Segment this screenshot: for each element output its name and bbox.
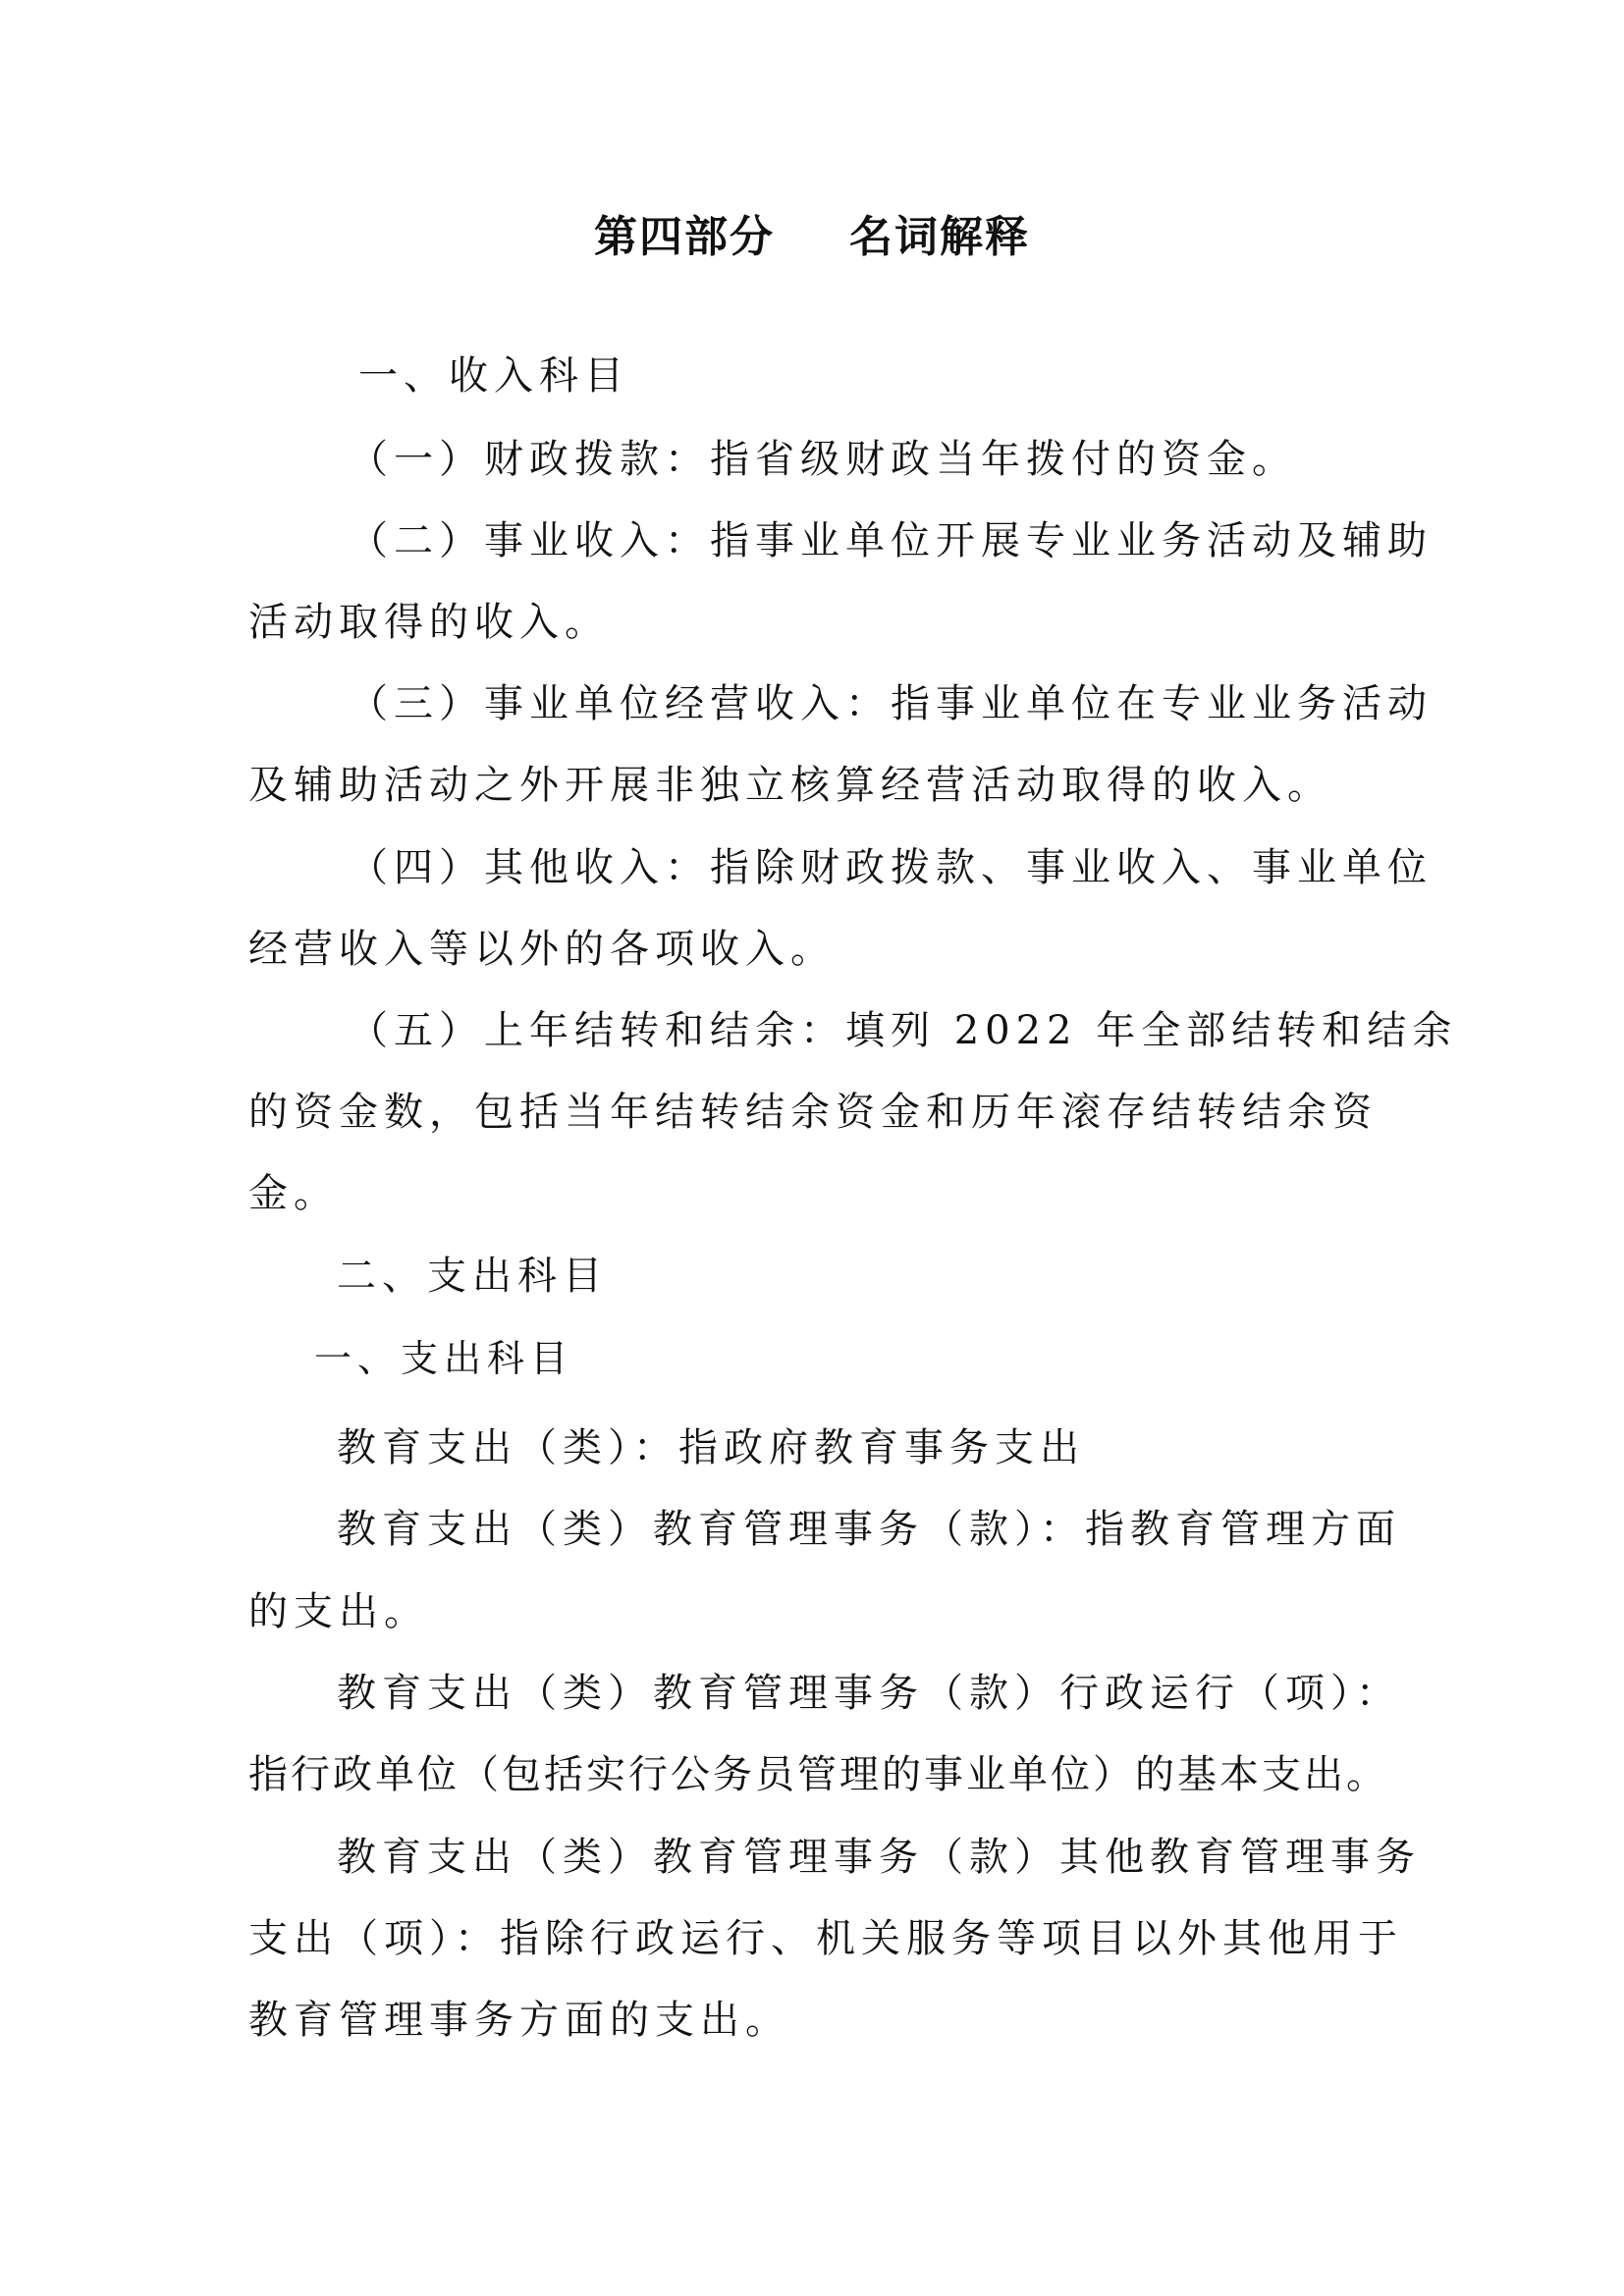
paragraph-line: （一）财政拨款：指省级财政当年拨付的资金。 bbox=[349, 437, 1297, 482]
paragraph-line: 及辅助活动之外开展非独立核算经营活动取得的收入。 bbox=[248, 763, 1332, 808]
paragraph-line: 教育支出（类）：指政府教育事务支出 bbox=[337, 1425, 1085, 1470]
subsection-heading: 一、支出科目 bbox=[314, 1337, 574, 1380]
paragraph-line: 教育管理事务方面的支出。 bbox=[248, 1998, 790, 2043]
paragraph-line: （三）事业单位经营收入：指事业单位在专业业务活动 bbox=[349, 681, 1433, 726]
paragraph-line: 经营收入等以外的各项收入。 bbox=[248, 927, 836, 972]
page-title bbox=[0, 208, 1624, 267]
paragraph-line: （五）上年结转和结余：填列 2022 年全部结转和结余 bbox=[349, 1008, 1458, 1053]
section-heading-income: 一、收入科目 bbox=[358, 353, 629, 399]
title-name: 名词解释 bbox=[849, 212, 1030, 262]
paragraph-line: 教育支出（类）教育管理事务（款）行政运行（项）： bbox=[337, 1671, 1401, 1716]
paragraph-line: 指行政单位（包括实行公务员管理的事业单位）的基本支出。 bbox=[248, 1752, 1388, 1797]
paragraph-line: （四）其他收入：指除财政拨款、事业收入、事业单位 bbox=[349, 845, 1433, 890]
title-part: 第四部分 bbox=[594, 212, 775, 262]
paragraph-line: 教育支出（类）教育管理事务（款）其他教育管理事务 bbox=[337, 1835, 1421, 1880]
paragraph-line: 的支出。 bbox=[248, 1589, 429, 1634]
paragraph-line: 金。 bbox=[248, 1171, 339, 1216]
paragraph-line: 的资金数，包括当年结转结余资金和历年滚存结转结余资 bbox=[248, 1090, 1378, 1135]
paragraph-line: 支出（项）：指除行政运行、机关服务等项目以外其他用于 bbox=[248, 1916, 1403, 1961]
paragraph-line: 教育支出（类）教育管理事务（款）：指教育管理方面 bbox=[337, 1507, 1401, 1552]
paragraph-line: 活动取得的收入。 bbox=[248, 600, 610, 645]
section-heading-expenditure: 二、支出科目 bbox=[337, 1254, 608, 1299]
paragraph-line: （二）事业收入：指事业单位开展专业业务活动及辅助 bbox=[349, 518, 1433, 563]
